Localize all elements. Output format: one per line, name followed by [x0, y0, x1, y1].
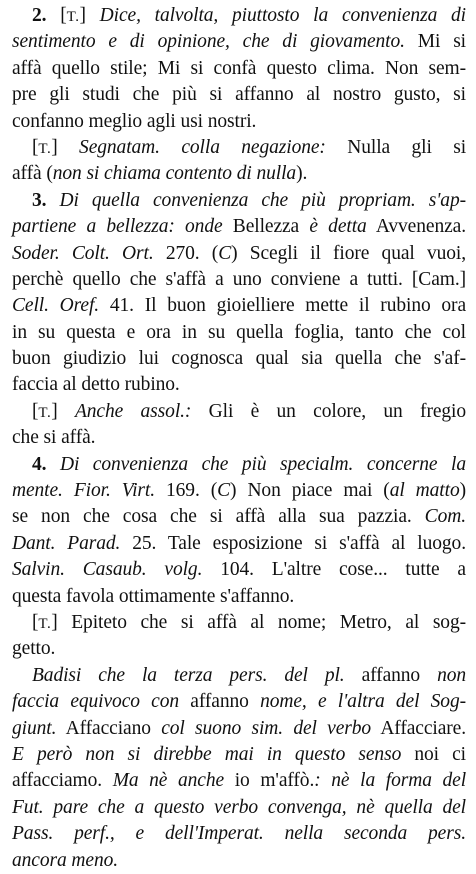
text-segment: ). — [296, 163, 308, 185]
text-segment: 169. ( — [155, 480, 218, 502]
text-segment: Avvenenza. — [366, 216, 466, 238]
text-segment: 41. Il buon gioielliere mette il rubino ora — [99, 295, 466, 317]
text-segment: Mi si — [404, 31, 466, 53]
text-segment: C — [217, 480, 231, 502]
text-line — [12, 848, 466, 874]
text-segment: Soder. Colt. Ort. — [12, 242, 154, 264]
text-segment: 3. — [32, 189, 47, 211]
text-line — [12, 82, 466, 108]
text-segment: Affacciano — [56, 717, 162, 739]
text-segment: T. — [38, 615, 52, 632]
text-segment: Affacciare. — [371, 717, 466, 739]
text-segment: Pass. perf., e dell'Imperat. nella seconda pers. — [12, 823, 466, 845]
text-segment: Fut. pare che a questo verbo convenga, nè quella del — [12, 796, 466, 818]
text-segment: T. — [38, 140, 52, 157]
text-line — [12, 425, 466, 451]
text-segment: faccia equivoco con — [12, 691, 180, 713]
text-segment: 4. — [32, 453, 47, 475]
text-segment: C — [218, 242, 232, 264]
text-segment: 2. — [32, 5, 47, 26]
text-segment: 25. Tale esposizione si s'affà al luogo. — [120, 532, 466, 554]
text-segment: in su questa e ora in su quella foglia, tanto che col — [12, 321, 466, 343]
text-segment: ] Epiteto che si affà al nome; Metro, al sog- — [51, 611, 466, 633]
text-line — [12, 267, 466, 293]
text-segment: Dice, talvolta, piuttosto la convenienza di — [99, 5, 466, 26]
text-segment: Nulla gli si — [325, 136, 467, 158]
text-line — [12, 768, 466, 794]
text-segment: Bellezza — [222, 216, 310, 238]
text-line — [12, 188, 466, 214]
text-line — [12, 716, 466, 742]
text-segment: T. — [66, 9, 80, 25]
text-line — [12, 346, 466, 372]
text-line — [12, 241, 466, 267]
text-segment: ancora meno. — [12, 849, 119, 871]
text-segment: [ — [46, 5, 67, 26]
text-segment: Com. — [424, 506, 466, 528]
text-segment: perchè quello che s'affà a uno conviene a tutti. [Cam.] — [12, 268, 466, 290]
text-segment: Badisi che la terza pers. del pl. — [32, 664, 345, 686]
text-segment: se non che cosa che si affà alla sua pazzia. — [12, 506, 425, 528]
text-segment: [ — [32, 136, 39, 158]
text-line — [12, 214, 466, 240]
text-segment: che si affà. — [12, 427, 96, 449]
text-segment: buon giudizio lui cognosca qual sia quella che s'af- — [12, 348, 466, 370]
text-line — [12, 742, 466, 768]
text-line — [12, 795, 466, 821]
text-line — [12, 293, 466, 319]
text-segment: pre gli studi che più si affanno al nostro gusto, si — [12, 84, 466, 106]
text-line — [12, 372, 466, 398]
text-segment: faccia al detto rubino. — [12, 374, 180, 396]
text-line — [12, 478, 466, 504]
text-segment: al matto — [389, 480, 460, 502]
text-segment: Gli è un colore, un fregio — [191, 400, 467, 422]
text-segment: ) Scegli il fiore qual vuoi, — [231, 242, 466, 264]
text-line — [12, 504, 466, 530]
text-segment: ] — [51, 136, 80, 158]
text-segment: Dant. Parad. — [12, 532, 121, 554]
text-line — [12, 531, 466, 557]
text-segment: Di convenienza che più specialm. concerne la — [46, 453, 466, 475]
text-segment: ) — [459, 480, 466, 502]
text-segment: affà ( — [12, 163, 53, 185]
text-segment: ] — [51, 400, 75, 422]
text-line — [12, 29, 466, 55]
text-line — [12, 161, 466, 187]
text-segment: getto. — [12, 638, 56, 660]
text-segment: Anche assol.: — [74, 400, 192, 422]
text-line — [12, 689, 466, 715]
text-segment: Cell. Oref. — [12, 295, 100, 317]
text-segment: affanno — [344, 664, 438, 686]
text-line — [12, 109, 466, 135]
text-segment: : nè la forma del — [314, 770, 467, 792]
text-segment: affà quello stile; Mi si confà questo clima. Non sem- — [12, 57, 466, 79]
text-segment: affacciamo. — [12, 770, 113, 792]
text-segment: io m'affò. — [224, 770, 315, 792]
text-segment: Di quella convenienza che più propriam. s'ap- — [46, 189, 466, 211]
text-line — [12, 610, 466, 636]
text-line — [12, 320, 466, 346]
text-segment: non si chiama contento di nulla — [52, 163, 297, 185]
text-segment: Segnatam. colla negazione: — [79, 136, 326, 158]
text-segment: ] — [79, 5, 100, 26]
text-line — [12, 821, 466, 847]
text-line — [12, 3, 466, 29]
text-segment: questa favola ottimamente s'affanno. — [12, 585, 295, 607]
text-line — [12, 584, 466, 610]
text-segment: Ma nè anche — [112, 770, 225, 792]
text-line — [12, 56, 466, 82]
text-segment: partiene a bellezza: onde — [12, 216, 223, 238]
text-segment: 270. ( — [153, 242, 219, 264]
text-segment: 104. L'altre cose... tutte a — [202, 559, 466, 581]
text-segment: non — [437, 664, 467, 686]
text-segment: noi ci — [401, 743, 466, 765]
text-segment: [ — [32, 611, 39, 633]
text-segment: è detta — [309, 216, 367, 238]
text-segment: col suono sim. del verbo — [161, 717, 372, 739]
text-segment: affanno — [179, 691, 261, 713]
text-segment: nome, e l'altra del Sog- — [260, 691, 467, 713]
text-line — [12, 452, 466, 478]
text-segment: ) Non piace mai ( — [230, 480, 390, 502]
text-line — [12, 636, 466, 662]
text-line — [12, 399, 466, 425]
text-line — [12, 663, 466, 689]
text-segment: [ — [32, 400, 39, 422]
text-line — [12, 135, 466, 161]
text-segment: mente. Fior. Virt. — [12, 480, 155, 502]
text-segment: Salvin. Casaub. volg. — [12, 559, 203, 581]
text-segment: T. — [38, 404, 52, 421]
text-segment: E però non si direbbe mai in questo senso — [12, 743, 402, 765]
text-segment: giunt. — [12, 717, 57, 739]
text-segment: confanno meglio agli usi nostri. — [12, 110, 257, 132]
text-segment: sentimento e di opinione, che di giovamento. — [12, 31, 405, 53]
text-line — [12, 557, 466, 583]
